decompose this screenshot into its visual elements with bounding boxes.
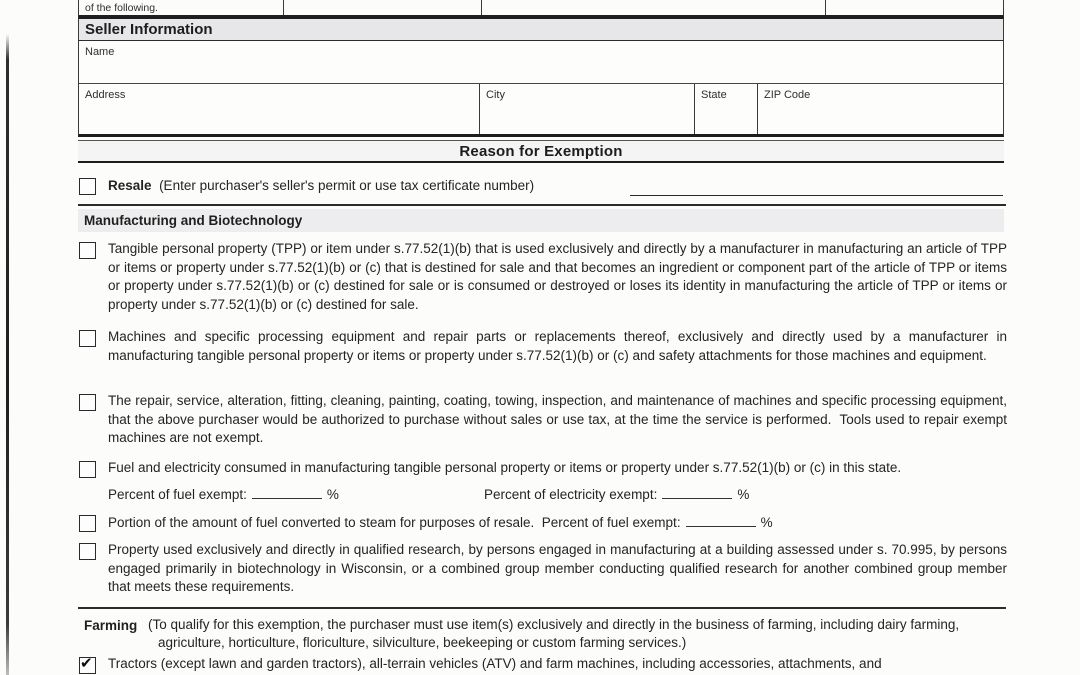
exemption-item-tangible-property	[78, 240, 1007, 315]
section-divider	[78, 204, 1006, 206]
percent-sign: %	[737, 487, 750, 502]
column-divider	[283, 0, 284, 15]
seller-state-field[interactable]	[695, 84, 758, 134]
exemption-item-repair-service	[78, 392, 1007, 448]
seller-name-label: Name	[85, 46, 115, 58]
column-divider	[825, 0, 826, 15]
seller-address-row	[78, 84, 1004, 137]
machines-text: Machines and specific processing equipment and repair parts or replacements thereof, exclusively and directly used by a manufacturer in manufacturing tangible personal property or items or property under s.77.52(1)(b) or (c) and safety attachments for those machines and equipment.	[108, 329, 1007, 363]
machines-checkbox[interactable]	[79, 330, 96, 347]
exemption-item-fuel-steam	[78, 513, 1007, 533]
farming-hint: (To qualify for this exemption, the purchaser must use item(s) exclusively and directly in the business of farming, including dairy farming, agriculture, horticulture, floriculture, silviculture, beekeeping or custom farming services.)	[148, 617, 960, 650]
exemption-item-qualified-research	[78, 541, 1007, 597]
tractors-text: Tractors (except lawn and garden tractors), all-terrain vehicles (ATV) and farm machines, including accessories, attachments, and	[108, 656, 882, 671]
tangible-property-checkbox[interactable]	[79, 242, 96, 259]
repair-service-text: The repair, service, alteration, fitting, cleaning, painting, coating, towing, inspection, and maintenance of machines and specific processing equipment, that the above purchaser would be authorized to purchase without sales or use tax, at the time the service is performed. Tools used to repair exempt machines are not exempt.	[108, 393, 1007, 446]
tangible-property-text: Tangible personal property (TPP) or item under s.77.52(1)(b) that is used exclusively and directly by a manufacturer in manufacturing an article of TPP or items or property under s.77.52(1)(b) or (c) that is destined for sale and that becomes an ingredient or component part of the article of TPP or items or property under s.77.52(1)(b) or (c) destined for sale or is consumed or destroyed or loses its identity in manufacturing the article of TPP or items or property under s.77.52(1)(b) or (c) destined for sale.	[108, 241, 1007, 313]
seller-address-field[interactable]	[79, 84, 480, 134]
percent-fuel-label: Percent of fuel exempt:	[108, 487, 247, 502]
seller-name-field[interactable]	[78, 41, 1004, 84]
exemption-item-fuel-electricity	[78, 459, 1007, 478]
seller-information-header: Seller Information	[78, 17, 1004, 41]
reason-for-exemption-header: Reason for Exemption	[78, 140, 1004, 163]
fuel-steam-text: Portion of the amount of fuel converted to steam for purposes of resale. Percent of fuel exempt:	[108, 515, 681, 530]
seller-zip-label: ZIP Code	[764, 89, 811, 101]
resale-checkbox[interactable]	[79, 178, 96, 195]
top-partial-text: of the following.	[85, 2, 158, 14]
farming-section-header	[78, 616, 1007, 651]
section-divider	[78, 607, 1006, 609]
qualified-research-text: Property used exclusively and directly in qualified research, by persons engaged in manufacturing at a building assessed under s. 70.995, by persons engaged primarily in biotechnology in Wisconsin, or a combined group member conducting qualified research for another combined group member that meets these requirements.	[108, 542, 1007, 595]
checkmark-icon: ✔	[80, 655, 93, 672]
percent-fuel-blank[interactable]	[252, 485, 322, 499]
seller-city-label: City	[486, 89, 505, 101]
farming-title: Farming	[84, 618, 138, 633]
repair-service-checkbox[interactable]	[79, 394, 96, 411]
percent-electricity-label: Percent of electricity exempt:	[484, 487, 658, 502]
percent-electricity-blank[interactable]	[662, 485, 732, 499]
percent-sign: %	[326, 487, 339, 502]
exemption-item-tractors	[78, 655, 1007, 674]
seller-address-label: Address	[85, 89, 126, 101]
resale-label: Resale	[108, 178, 152, 193]
fuel-steam-checkbox[interactable]	[79, 515, 96, 532]
resale-row	[78, 176, 1004, 200]
fuel-electricity-checkbox[interactable]	[79, 461, 96, 478]
seller-zip-field[interactable]	[758, 84, 1003, 134]
steam-percent-blank[interactable]	[686, 513, 756, 527]
qualified-research-checkbox[interactable]	[79, 543, 96, 560]
exemption-item-machines	[78, 328, 1007, 365]
column-divider	[481, 0, 482, 15]
scan-edge-shadow	[6, 34, 9, 675]
fuel-electricity-text: Fuel and electricity consumed in manufacturing tangible personal property or items or property under s.77.52(1)(b) or (c) in this state.	[108, 460, 902, 475]
manufacturing-biotechnology-header: Manufacturing and Biotechnology	[78, 209, 1004, 232]
tractors-checkbox[interactable]	[79, 657, 96, 674]
seller-state-label: State	[701, 89, 727, 101]
resale-hint: (Enter purchaser's seller's permit or use tax certificate number)	[159, 178, 535, 193]
resale-permit-number-blank[interactable]	[630, 195, 1003, 196]
percent-sign: %	[760, 515, 773, 530]
top-partial-row	[78, 0, 1004, 17]
seller-city-field[interactable]	[480, 84, 695, 134]
fuel-electricity-percent-row	[108, 485, 1008, 505]
